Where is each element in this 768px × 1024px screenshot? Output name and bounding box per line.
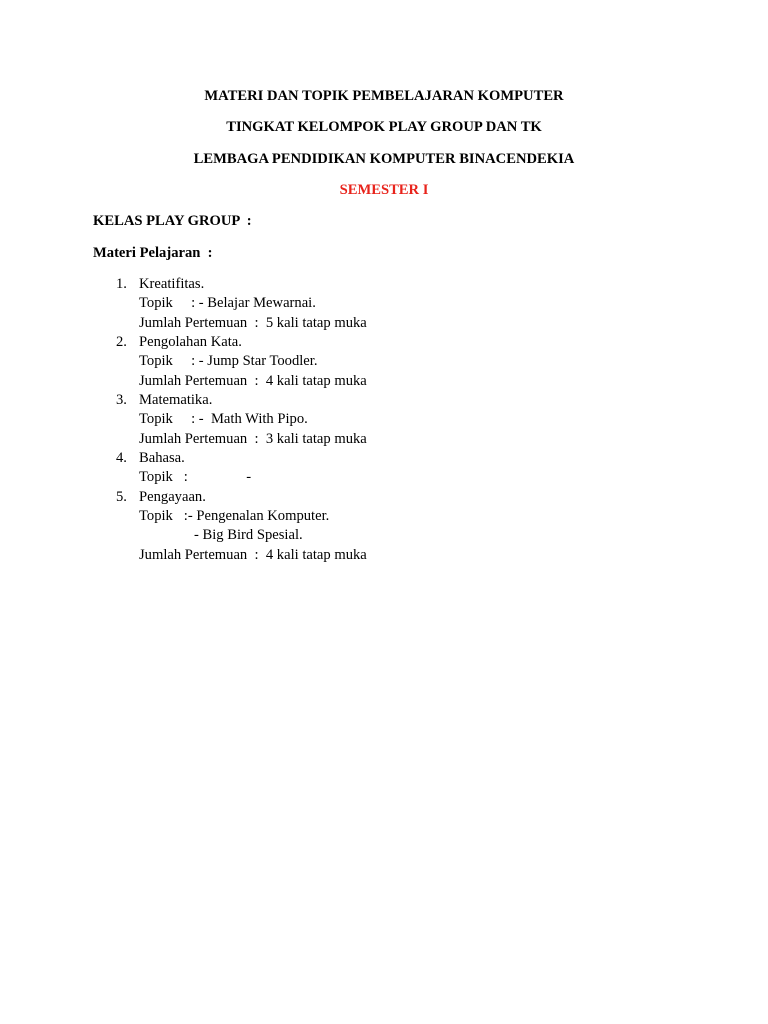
class-heading: KELAS PLAY GROUP : — [93, 213, 252, 229]
list-item-title: Matematika. — [139, 392, 213, 408]
list-item-sessions: Jumlah Pertemuan : 4 kali tatap muka — [139, 373, 367, 389]
doc-institution: LEMBAGA PENDIDIKAN KOMPUTER BINACENDEKIA — [193, 151, 575, 167]
list-item-sessions: Jumlah Pertemuan : 5 kali tatap muka — [139, 315, 367, 331]
list-item-number: 1. — [116, 276, 127, 292]
list-item-sessions: Jumlah Pertemuan : 4 kali tatap muka — [139, 547, 367, 563]
list-item-topic: Topik : - — [139, 469, 252, 485]
list-item-title: Kreatifitas. — [139, 276, 205, 292]
semester-heading: SEMESTER I — [339, 182, 429, 198]
list-item-title: Pengolahan Kata. — [139, 334, 242, 350]
list-item-topic-continued: - Big Bird Spesial. — [194, 527, 303, 543]
list-item-topic: Topik : - Math With Pipo. — [139, 411, 308, 427]
list-item-number: 5. — [116, 489, 127, 505]
list-item-number: 4. — [116, 450, 127, 466]
list-item-topic: Topik : - Jump Star Toodler. — [139, 353, 318, 369]
list-item-title: Pengayaan. — [139, 489, 206, 505]
list-item-topic: Topik : - Belajar Mewarnai. — [139, 295, 316, 311]
list-item-sessions: Jumlah Pertemuan : 3 kali tatap muka — [139, 431, 367, 447]
list-item-number: 2. — [116, 334, 127, 350]
materi-heading: Materi Pelajaran : — [93, 245, 213, 261]
list-item-title: Bahasa. — [139, 450, 185, 466]
doc-subtitle: TINGKAT KELOMPOK PLAY GROUP DAN TK — [226, 119, 542, 135]
list-item-number: 3. — [116, 392, 127, 408]
list-item-topic: Topik :- Pengenalan Komputer. — [139, 508, 330, 524]
doc-title: MATERI DAN TOPIK PEMBELAJARAN KOMPUTER — [204, 88, 564, 104]
